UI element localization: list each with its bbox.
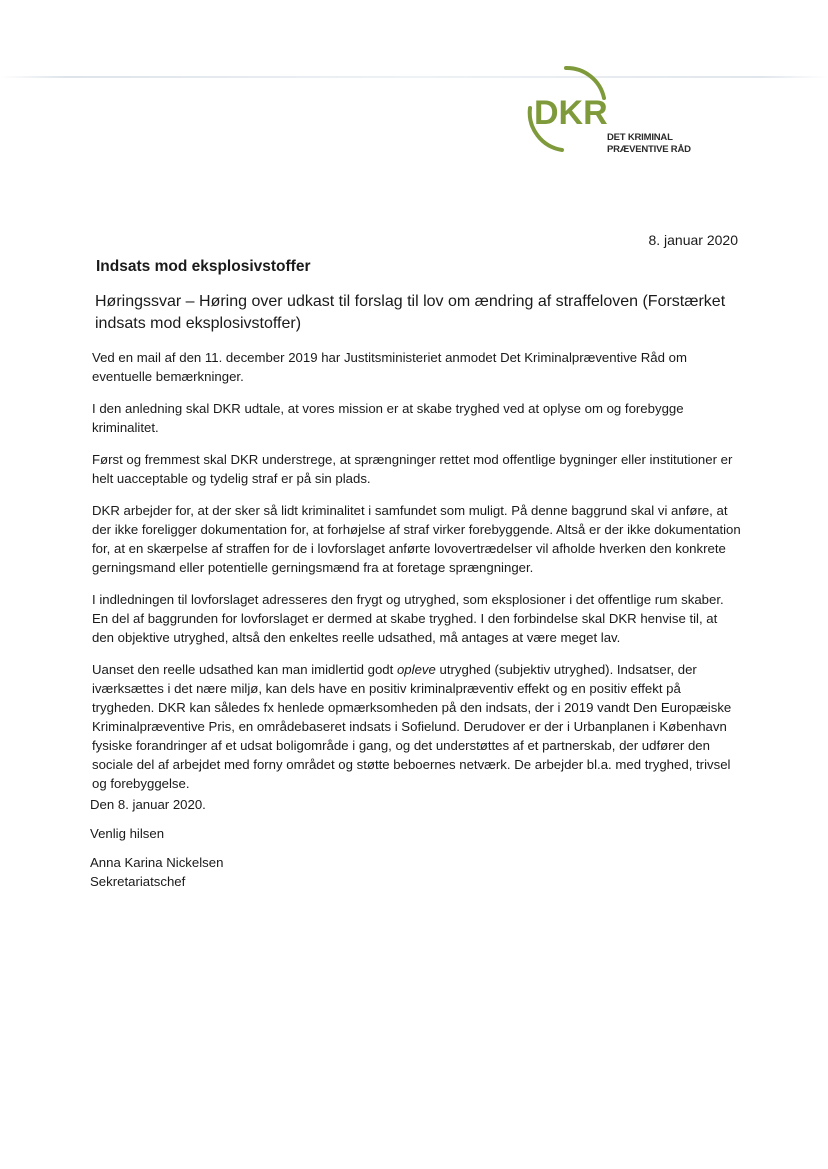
paragraph-1: Ved en mail af den 11. december 2019 har Justitsministeriet anmodet Det Kriminalpræventive Råd om eventuelle bemærkninger.	[92, 350, 687, 384]
signatory-name: Anna Karina Nickelsen	[90, 855, 224, 870]
paragraph-6	[92, 660, 742, 793]
paragraph-2: I den anledning skal DKR udtale, at vores mission er at skabe tryghed ved at oplyse om og forebygge kriminalitet.	[92, 401, 684, 435]
paragraph-3: Først og fremmest skal DKR understrege, at sprængninger rettet mod offentlige bygninger eller institutioner er helt uacceptable og tydelig straf er på sin plads.	[92, 452, 733, 486]
dkr-logo-text: DKR	[534, 94, 608, 132]
org-name-line2: PRÆVENTIVE RÅD	[607, 144, 691, 155]
paragraph-4: DKR arbejder for, at der sker så lidt kriminalitet i samfundet som muligt. På denne baggrund skal vi anføre, at der ikke foreligger dokumentation for, at forhøjelse af straf virker forebyggende. Altså er der ikke dokumentation for, at en skærpelse af straffen for de i lovforslaget anførte lovovertrædelser vil afholde hverken den konkrete gerningsmand eller potentielle gerningsmænd fra at foretage sprængninger.	[92, 503, 741, 575]
letter-title: Indsats mod eksplosivstoffer	[96, 258, 311, 275]
closing-greeting: Venlig hilsen	[90, 826, 165, 841]
letter-body	[92, 348, 742, 806]
paragraph-6-end: utryghed (subjektiv utryghed). Indsatser, der iværksættes i det nære miljø, kan dels have en positiv kriminalpræventiv effekt og en positiv effekt på trygheden. DKR kan således fx henlede opmærksomheden på den indsats, der i 2019 vandt Den Europæiske Kriminalpræventive Pris, en områdebaseret indsats i Sofielund. Derudover er der i Urbanplanen i København fysiske forandringer af et udsat boligområde i gang, og det understøttes af et partnerskab, der udfører den sociale del af arbejdet med forny området og støtte beboernes netværk. De arbejder bl.a. med tryghed, trivsel og forebyggelse.	[92, 662, 732, 791]
letter-closing	[90, 795, 223, 901]
letter-date: 8. januar 2020	[648, 232, 738, 248]
letter-subject: Høringssvar – Høring over udkast til forslag til lov om ændring af straffeloven (Forstærket indsats mod eksplosivstoffer)	[95, 293, 726, 332]
paragraph-5: I indledningen til lovforslaget adresseres den frygt og utryghed, som eksplosioner i det offentlige rum skaber. En del af baggrunden for lovforslaget er dermed at skabe tryghed. I den forbindelse skal DKR henvise til, at den objektive utryghed, altså den enkeltes reelle udsathed, må antages at være meget lav.	[92, 592, 724, 645]
org-name-line1: DET KRIMINAL	[607, 132, 673, 143]
closing-date: Den 8. januar 2020.	[90, 797, 206, 812]
paragraph-6-emphasis: opleve	[396, 662, 436, 677]
scan-artifact-line	[0, 76, 828, 78]
org-name	[607, 132, 691, 156]
dkr-logo	[518, 64, 691, 164]
paragraph-6-start: Uanset den reelle udsathed kan man imidlertid godt	[92, 662, 397, 677]
signatory-role: Sekretariatschef	[90, 874, 186, 889]
signature-block	[90, 853, 223, 891]
